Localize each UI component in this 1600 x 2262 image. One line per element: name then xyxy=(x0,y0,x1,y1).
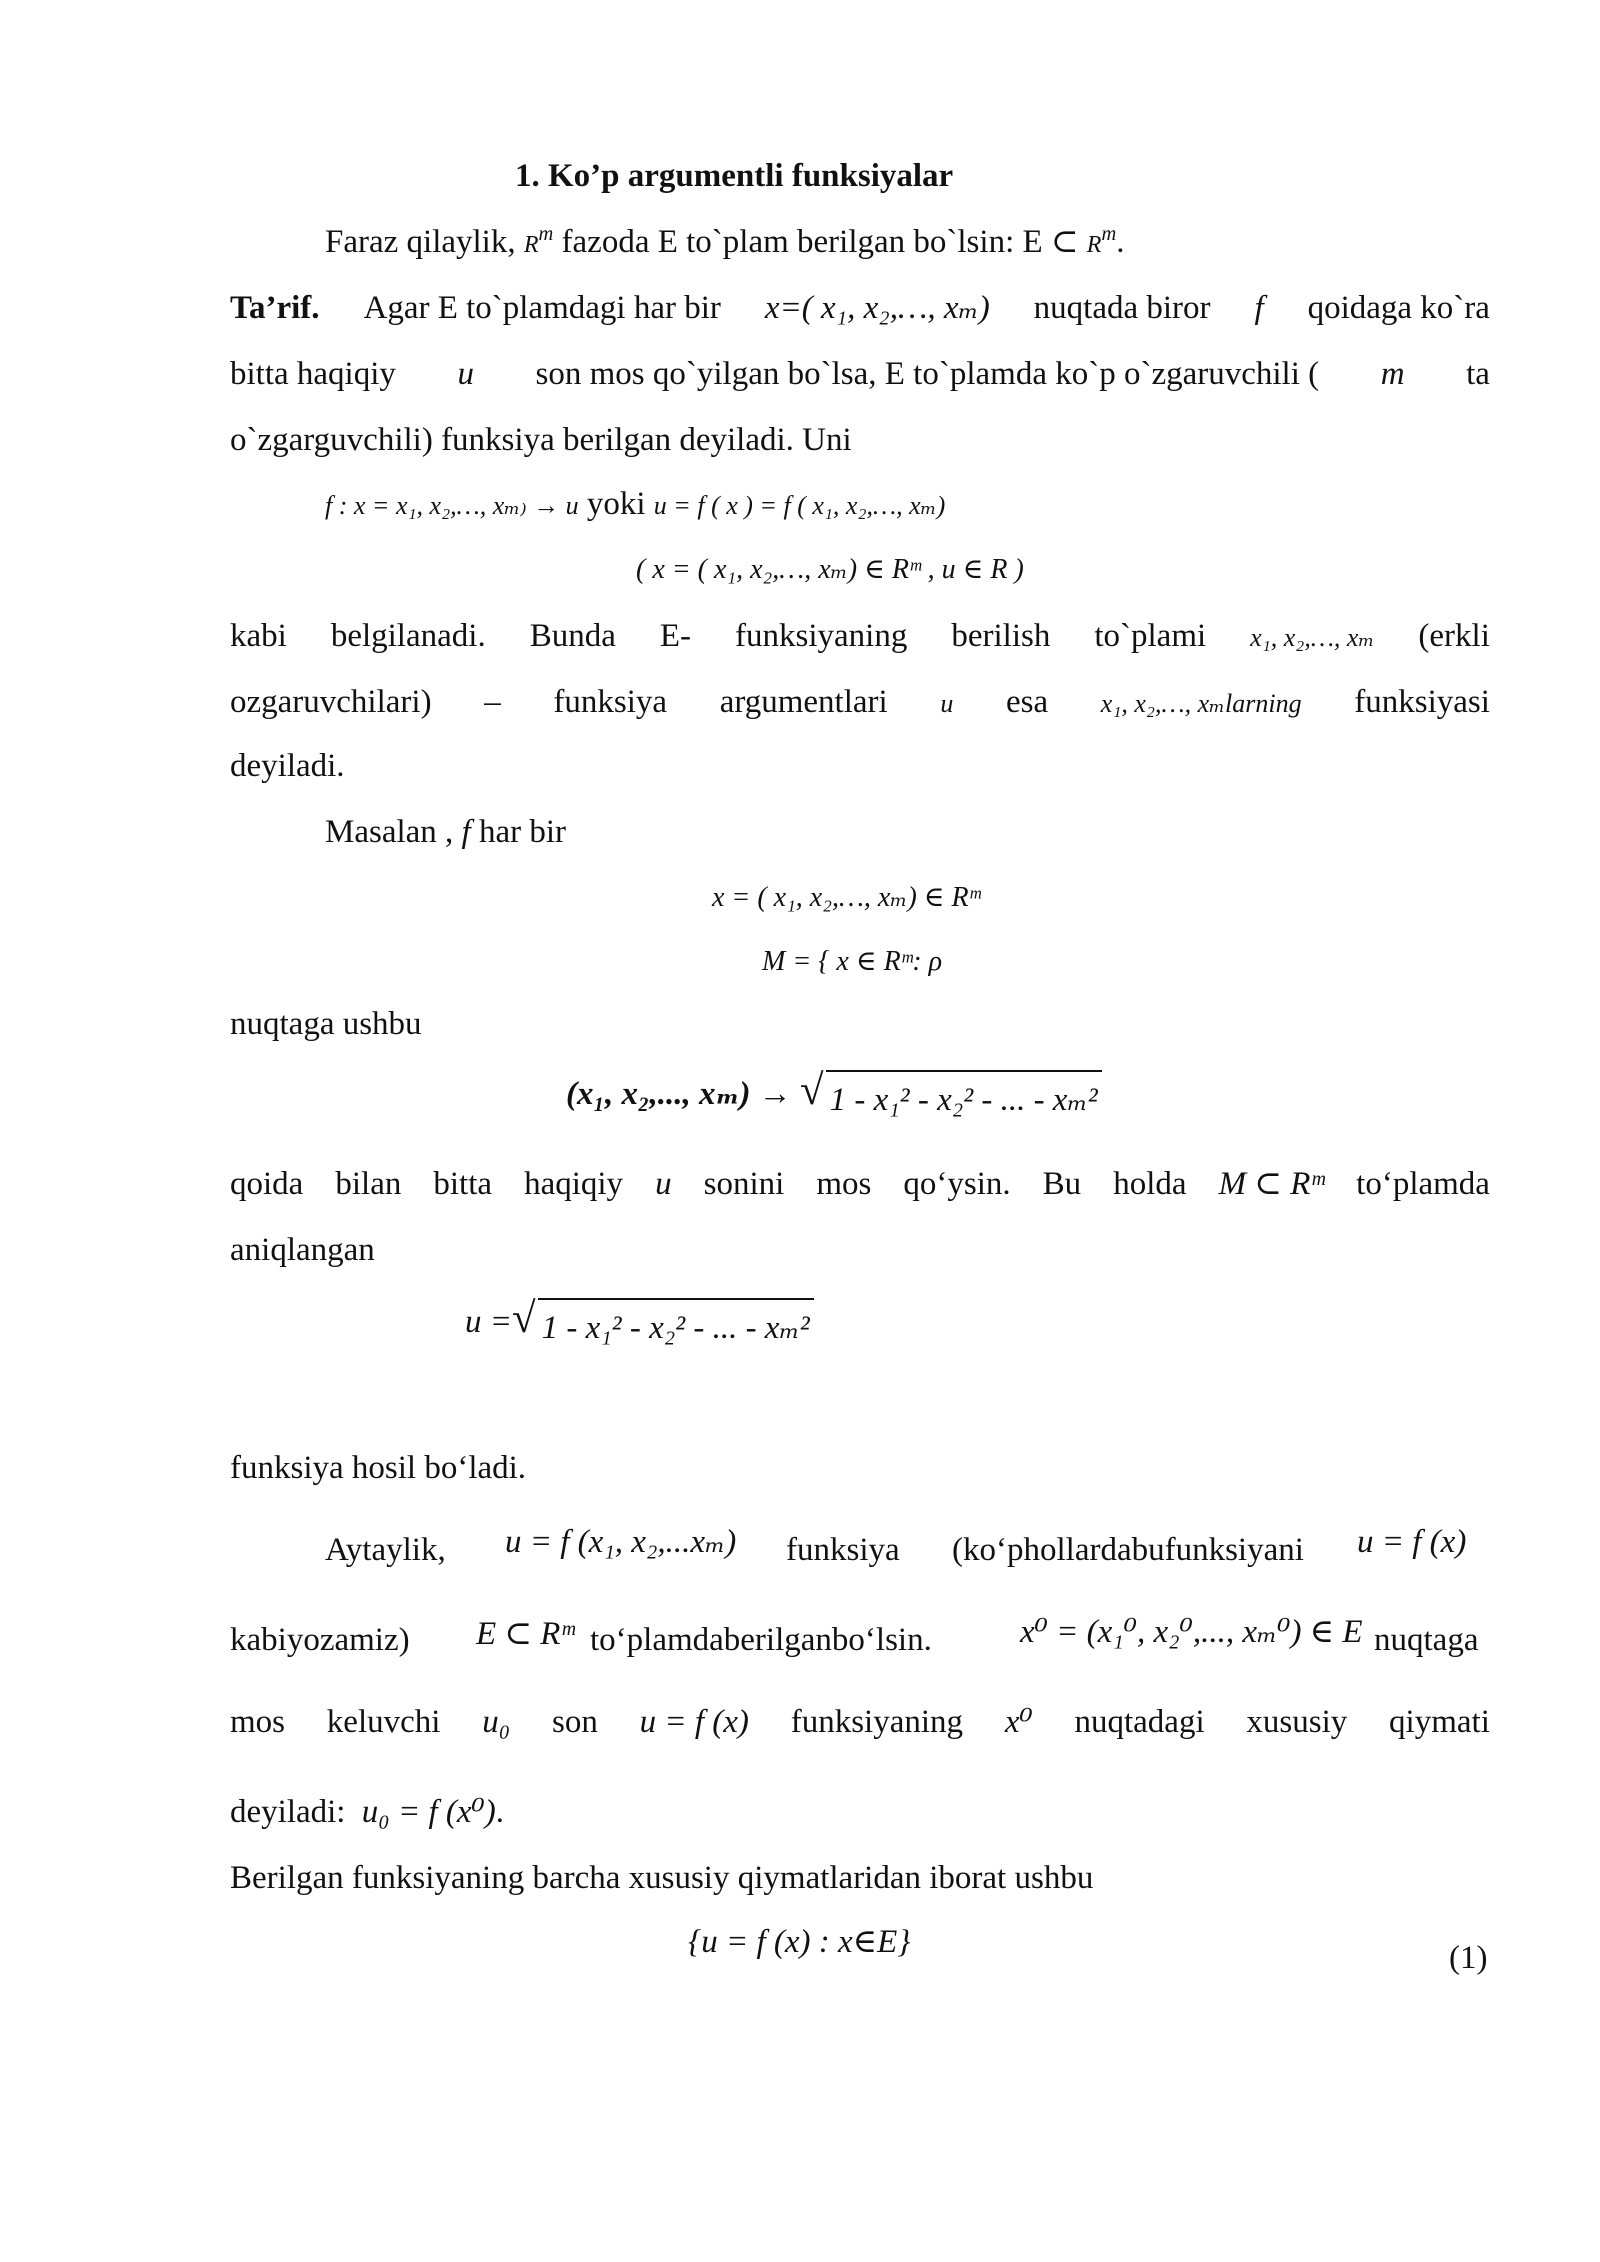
notation-domain: ( x = ( x₁, x₂,…, xₘ) ∈ Rᵐ , u ∈ R ) xyxy=(636,554,1024,585)
definition-line-2 xyxy=(230,352,1490,396)
para2-vars: x₁, x₂,…, xₘlarning xyxy=(1100,689,1302,718)
example-rule xyxy=(566,1067,1102,1122)
definition-line-3: o`zgarguvchili) funksiya berilgan deyiladi. Uni xyxy=(230,422,852,458)
example-u-formula xyxy=(465,1295,814,1350)
sqrt-icon: √ xyxy=(512,1295,536,1342)
aytaylik-word: nuqtadagi xyxy=(1074,1704,1205,1740)
para2-word: kabi xyxy=(230,618,287,654)
para2-word: argumentlari xyxy=(719,684,888,720)
notation-map: f : x = x₁, x₂,…, xₘ₎ → u xyxy=(325,491,579,520)
example-u: u xyxy=(655,1166,672,1202)
para2-word: funksiya xyxy=(553,684,668,720)
intro-rm-sup-2: m xyxy=(1101,223,1117,245)
definition-text-1a: Agar E to`plamdagi har bir xyxy=(363,290,721,326)
definition-u: u xyxy=(457,356,474,392)
definition-text-2a: bitta haqiqiy xyxy=(230,356,396,392)
example-word: mos xyxy=(816,1166,872,1202)
intro-rm: R xyxy=(523,232,539,258)
aytaylik-l2-set: E ⊂ Rᵐ xyxy=(476,1616,575,1652)
aytaylik-word: son xyxy=(551,1704,598,1740)
example-word: qo‘ysin. xyxy=(903,1166,1011,1202)
section-heading: 1. Ko’p argumentli funksiyalar xyxy=(515,158,954,194)
aytaylik-l2-point: x⁰ = (x₁⁰, x₂⁰,..., xₘ⁰) ∈ E xyxy=(1020,1614,1363,1650)
aytaylik-period: . xyxy=(495,1794,504,1830)
example-line-5: aniqlangan xyxy=(230,1232,375,1268)
final-text: Berilgan funksiyaning barcha xususiy qiymatlaridan iborat ushbu xyxy=(230,1860,1094,1896)
para2-u: u xyxy=(940,689,954,718)
para2-line-1 xyxy=(230,614,1490,660)
aytaylik-l2a: kabiyozamiz) xyxy=(230,1622,410,1658)
definition-text-2c: ta xyxy=(1466,356,1490,392)
intro-rm-sup: m xyxy=(538,223,554,245)
para2-vars: x₁, x₂,…, xₘ xyxy=(1250,623,1375,652)
final-set: {u = f (x) : x∈E} xyxy=(688,1924,911,1960)
definition-point: x=( x₁, x₂,…, xₘ) xyxy=(764,290,990,326)
example-intro-a: Masalan , xyxy=(325,814,462,850)
aytaylik-word: keluvchi xyxy=(326,1704,441,1740)
aytaylik-u0: u₀ xyxy=(482,1704,511,1740)
aytaylik-l3-func: u = f (x) xyxy=(639,1704,749,1740)
example-word: sonini xyxy=(703,1166,785,1202)
para2-line-3: deyiladi. xyxy=(230,748,345,784)
aytaylik-deyiladi: deyiladi: xyxy=(230,1794,346,1830)
example-eq-2: M = { x ∈ Rᵐ: ρ xyxy=(762,946,943,977)
u-eq: u = xyxy=(465,1304,513,1340)
example-word: haqiqiy xyxy=(524,1166,624,1202)
definition-label: Ta’rif. xyxy=(230,290,320,326)
example-word: to‘plamda xyxy=(1356,1166,1490,1202)
equation-number: (1) xyxy=(1449,1940,1488,1976)
example-word: bilan xyxy=(335,1166,402,1202)
aytaylik-b: funksiya xyxy=(786,1532,900,1568)
definition-f: f xyxy=(1254,290,1264,326)
intro-text-mid: fazoda E to`plam berilgan bo`lsin: E ⊂ xyxy=(553,224,1087,260)
example-result: funksiya hosil bo‘ladi. xyxy=(230,1450,527,1486)
aytaylik-l2c: nuqtaga xyxy=(1374,1622,1479,1658)
aytaylik-x0: x⁰ xyxy=(1004,1704,1033,1740)
example-word: Bu xyxy=(1042,1166,1082,1202)
example-nuqtaga: nuqtaga ushbu xyxy=(230,1006,422,1042)
example-eq-1: x = ( x₁, x₂,…, xₘ) ∈ Rᵐ xyxy=(712,882,981,913)
definition-text-2b: son mos qo`yilgan bo`lsa, E to`plamda ko`p o`zgaruvchili ( xyxy=(535,356,1320,392)
intro-rm-2: R xyxy=(1086,232,1102,258)
definition-m: m xyxy=(1380,356,1405,392)
rule-sqrt xyxy=(800,1067,1102,1122)
aytaylik-line-4 xyxy=(230,1790,504,1834)
definition-text-1c: qoidaga ko`ra xyxy=(1307,290,1490,326)
para2-word: ozgaruvchilari) xyxy=(230,684,432,720)
example-line-4 xyxy=(230,1162,1490,1206)
intro-end: . xyxy=(1116,224,1125,260)
para2-word: berilish xyxy=(951,618,1051,654)
para2-word: funksiyaning xyxy=(735,618,908,654)
aytaylik-a: Aytaylik, xyxy=(325,1532,446,1568)
para2-word: belgilanadi. xyxy=(330,618,486,654)
para2-line-2 xyxy=(230,680,1490,726)
aytaylik-word: xususiy xyxy=(1246,1704,1348,1740)
example-intro-b: har bir xyxy=(470,814,567,850)
example-word: holda xyxy=(1113,1166,1187,1202)
para2-word: funksiyasi xyxy=(1354,684,1490,720)
aytaylik-line-3 xyxy=(230,1700,1490,1744)
u-sqrt xyxy=(512,1295,814,1350)
u-radicand: 1 - x₁² - x₂² - ... - xₘ² xyxy=(538,1298,814,1350)
para2-dash: – xyxy=(484,684,501,720)
notation-yoki: yoki xyxy=(578,486,654,522)
aytaylik-func: u = f (x₁, x₂,...xₘ) xyxy=(505,1524,737,1560)
intro-line xyxy=(325,220,1124,267)
aytaylik-word: qiymati xyxy=(1389,1704,1490,1740)
example-f: f xyxy=(461,814,471,850)
definition-text-1b: nuqtada biror xyxy=(1033,290,1211,326)
rule-left: (x₁, x₂,..., xₘ) → xyxy=(566,1076,792,1112)
para2-word: (erkli xyxy=(1418,618,1490,654)
para2-word: esa xyxy=(1006,684,1049,720)
para2-word: Bunda xyxy=(529,618,616,654)
notation-func: u = f ( x ) = f ( x₁, x₂,…, xₘ) xyxy=(653,491,946,520)
definition-line-1 xyxy=(230,286,1490,330)
aytaylik-l2b: to‘plamdaberilganbo‘lsin. xyxy=(590,1622,932,1658)
aytaylik-u0-eq: u₀ = f (x⁰) xyxy=(361,1794,496,1830)
sqrt-icon: √ xyxy=(800,1067,824,1114)
para2-word: to`plami xyxy=(1094,618,1207,654)
rule-radicand: 1 - x₁² - x₂² - ... - xₘ² xyxy=(826,1070,1102,1122)
example-word: bitta xyxy=(433,1166,493,1202)
example-intro xyxy=(325,810,566,854)
aytaylik-func2: u = f (x) xyxy=(1357,1524,1467,1560)
aytaylik-c: (ko‘phollardabufunksiyani xyxy=(952,1532,1304,1568)
aytaylik-word: funksiyaning xyxy=(790,1704,964,1740)
intro-text-before: Faraz qilaylik, xyxy=(325,224,524,260)
example-word: qoida xyxy=(230,1166,304,1202)
para2-word: E- xyxy=(659,618,692,654)
example-set: M ⊂ Rᵐ xyxy=(1218,1166,1325,1202)
aytaylik-word: mos xyxy=(230,1704,286,1740)
notation-line xyxy=(325,482,945,528)
